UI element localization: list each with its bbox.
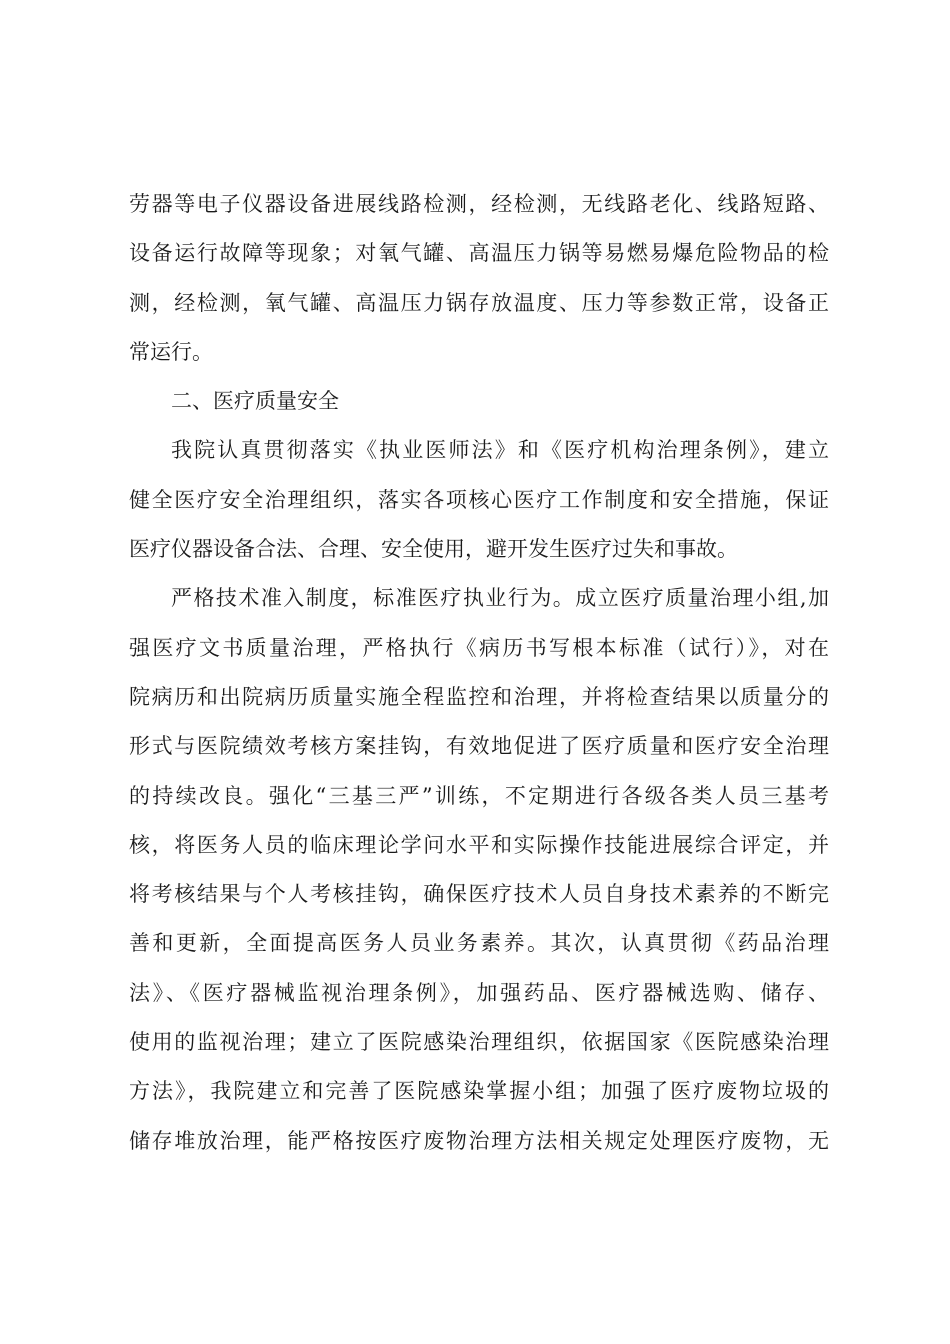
paragraph-line: 严格技术准入制度，标准医疗执业行为。成立医疗质量治理小组,加 (171, 586, 829, 611)
paragraph-line: 的持续改良。强化“三基三严”训练，不定期进行各级各类人员三基考 (129, 783, 829, 808)
paragraph-line: 劳器等电子仪器设备进展线路检测，经检测，无线路老化、线路短路、 (129, 192, 829, 216)
paragraph-line: 设备运行故障等现象；对氧气罐、高温压力锅等易燃易爆危险物品的检 (129, 241, 829, 266)
paragraph-line: 形式与医院绩效考核方案挂钩，有效地促进了医疗质量和医疗安全治理 (129, 734, 829, 759)
paragraph-line: 核，将医务人员的临床理论学问水平和实际操作技能进展综合评定，并 (129, 832, 829, 857)
paragraph-line: 使用的监视治理；建立了医院感染治理组织，依据国家《医院感染治理 (129, 1030, 829, 1055)
section-heading: 二、医疗质量安全 (171, 389, 339, 414)
paragraph-line: 健全医疗安全治理组织，落实各项核心医疗工作制度和安全措施，保证 (129, 487, 829, 512)
paragraph-line: 强医疗文书质量治理，严格执行《病历书写根本标准（试行）》，对在 (129, 635, 829, 660)
paragraph-line: 将考核结果与个人考核挂钩，确保医疗技术人员自身技术素养的不断完 (129, 882, 829, 907)
paragraph-line: 法》、《医疗器械监视治理条例》，加强药品、医疗器械选购、储存、 (129, 980, 829, 1005)
paragraph-line: 测，经检测，氧气罐、高温压力锅存放温度、压力等参数正常，设备正 (129, 290, 829, 315)
paragraph-line: 方法》，我院建立和完善了医院感染掌握小组；加强了医疗废物垃圾的 (129, 1079, 829, 1104)
paragraph-line: 储存堆放治理，能严格按医疗废物治理方法相关规定处理医疗废物，无 (129, 1128, 829, 1153)
paragraph-line: 我院认真贯彻落实《执业医师法》和《医疗机构治理条例》，建立 (171, 438, 829, 463)
paragraph-line: 善和更新，全面提高医务人员业务素养。其次，认真贯彻《药品治理 (129, 931, 829, 956)
document-body (129, 180, 829, 1166)
paragraph-line: 医疗仪器设备合法、合理、安全使用，避开发生医疗过失和事故。 (129, 537, 738, 562)
paragraph-line: 院病历和出院病历质量实施全程监控和治理，并将检查结果以质量分的 (129, 684, 829, 709)
paragraph-line: 常运行。 (129, 339, 213, 364)
